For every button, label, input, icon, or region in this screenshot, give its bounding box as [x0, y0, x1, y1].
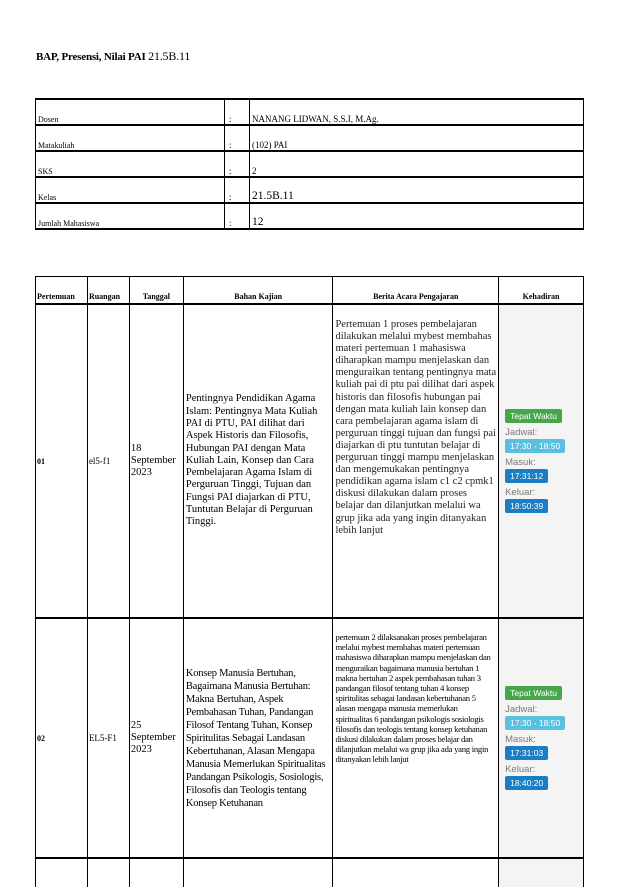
info-label: Matakuliah [36, 125, 225, 151]
check-in-badge: 17:31:03 [505, 746, 548, 760]
attendance-cell [499, 304, 584, 618]
document-title-prefix: BAP, Presensi, Nilai PAI [36, 51, 146, 63]
schedule-label: Jadwal: [505, 427, 538, 438]
header-attendance: Kehadiran [499, 277, 584, 305]
check-in-badge: 17:31:12 [505, 469, 548, 483]
info-label: Kelas [36, 177, 225, 203]
info-row [36, 99, 584, 125]
header-topic: Bahan Kajian [183, 277, 333, 305]
attendance-info [505, 408, 577, 514]
info-separator: : [225, 203, 250, 229]
check-out-label: Keluar: [505, 764, 536, 775]
table-row-continued [36, 858, 584, 887]
teaching-minutes: Pertemuan 1 proses pembelajaran dilakukan melalui mybest membahas materi pertemuan 1 mahasiswa diharapkan mampu menjelaskan dan menguraikan tentang pentingnya mata kuliah pai di ptu pai dilihat dari aspek historis dan filosofis hubungan pai dengan mata kuliah lain konsep dan cara pembelajaran agama islam di perguruan tinggi tujuan dan fungsi pai diajarkan di ptu tuntutan belajar di perguruan tinggi mampu menjelaskan dan mengemukakan pentingnya pendidikan agama islam c1 c2 cpmk1 diskusi dilakukan dalam proses belajar dan dilanjutkan melalui wa grup jika ada yang ingin ditanyakan lebih lanjut [333, 304, 499, 618]
schedule-badge: 17:30 - 18:50 [505, 439, 565, 453]
header-minutes: Berita Acara Pengajaran [333, 277, 499, 305]
info-row [36, 177, 584, 203]
info-label: Dosen [36, 99, 225, 125]
class-value: 21.5B.11 [250, 177, 584, 203]
meeting-number: 02 [36, 618, 88, 858]
study-topic: Pentingnya Pendidikan Agama Islam: Pentingnya Mata Kuliah PAI di PTU, PAI dilihat dari Aspek Historis dan Filosofis, Hubungan PAI dengan Mata Kuliah Lain, Konsep dan Cara Pembelajaran Agama Islam di Perguruan Tinggi, Tujuan dan Fungsi PAI diajarkan di PTU, Tuntutan Belajar di Perguruan Tinggi. [183, 304, 333, 618]
info-separator: : [225, 125, 250, 151]
info-label: SKS [36, 151, 225, 177]
credits-value: 2 [250, 151, 584, 177]
table-header-row [36, 277, 584, 305]
schedule-label: Jadwal: [505, 704, 538, 715]
status-badge: Tepat Waktu [505, 686, 562, 700]
info-separator: : [225, 151, 250, 177]
empty-cell [333, 858, 499, 887]
header-room: Ruangan [87, 277, 129, 305]
empty-cell [499, 858, 584, 887]
empty-cell [183, 858, 333, 887]
check-out-label: Keluar: [505, 487, 536, 498]
info-row [36, 125, 584, 151]
empty-cell [129, 858, 183, 887]
room: EL5-F1 [87, 618, 129, 858]
schedule-badge: 17:30 - 18:50 [505, 716, 565, 730]
status-badge: Tepat Waktu [505, 409, 562, 423]
meeting-date: 25 September 2023 [129, 618, 183, 858]
table-row [36, 304, 584, 618]
teaching-minutes: pertemuan 2 dilaksanakan proses pembelajaran melalui mybest membahas materi pertemuan mahasiswa diharapkan mampu menjelaskan dan menguraikan bagaimana manusia bertuhan 1 makna bertuhan 2 aspek pembahasan tuhan 3 pandangan filosof tentang tuhan 4 konsep spiritulitas sebagai landasan kebertuhanan 5 alasan mengapa manusia memerlukan spiritualitas 6 pandangan psikologis sosiologis filosofis dan teologis tentang konsep ketuhanan diskusi dilakukan dalam proses belajar dan dilanjutkan melalui wa grup jika ada yang ingin ditanyakan lebih lanjut [333, 618, 499, 858]
empty-cell [36, 858, 88, 887]
meeting-number: 01 [36, 304, 88, 618]
course-value: (102) PAI [250, 125, 584, 151]
check-in-label: Masuk: [505, 734, 536, 745]
room: el5-f1 [87, 304, 129, 618]
info-separator: : [225, 99, 250, 125]
attendance-info [505, 685, 577, 791]
check-out-badge: 18:50:39 [505, 499, 548, 513]
document-title [36, 49, 190, 64]
header-meeting: Pertemuan [36, 277, 88, 305]
header-date: Tanggal [129, 277, 183, 305]
info-separator: : [225, 177, 250, 203]
check-in-label: Masuk: [505, 457, 536, 468]
table-row [36, 618, 584, 858]
teaching-record-table [35, 276, 584, 887]
info-label: Jumlah Mahasiswa [36, 203, 225, 229]
info-row [36, 151, 584, 177]
course-info-table [35, 98, 584, 230]
student-count-value: 12 [250, 203, 584, 229]
meeting-date: 18 September 2023 [129, 304, 183, 618]
check-out-badge: 18:40:20 [505, 776, 548, 790]
empty-cell [87, 858, 129, 887]
class-code: 21.5B.11 [148, 49, 191, 63]
info-row [36, 203, 584, 229]
lecturer-value: NANANG LIDWAN, S.S.I, M.Ag. [250, 99, 584, 125]
attendance-cell [499, 618, 584, 858]
study-topic: Konsep Manusia Bertuhan, Bagaimana Manusia Bertuhan: Makna Bertuhan, Aspek Pembahasan Tuhan, Pandangan Filosof Tentang Tuhan, Konsep Spiritulitas Sebagai Landasan Kebertuhanan, Alasan Mengapa Manusia Memerlukan Spiritualitas Pandangan Psikologis, Sosiologis, Filosofis dan Teologis tentang Konsep Ketuhanan [183, 618, 333, 858]
